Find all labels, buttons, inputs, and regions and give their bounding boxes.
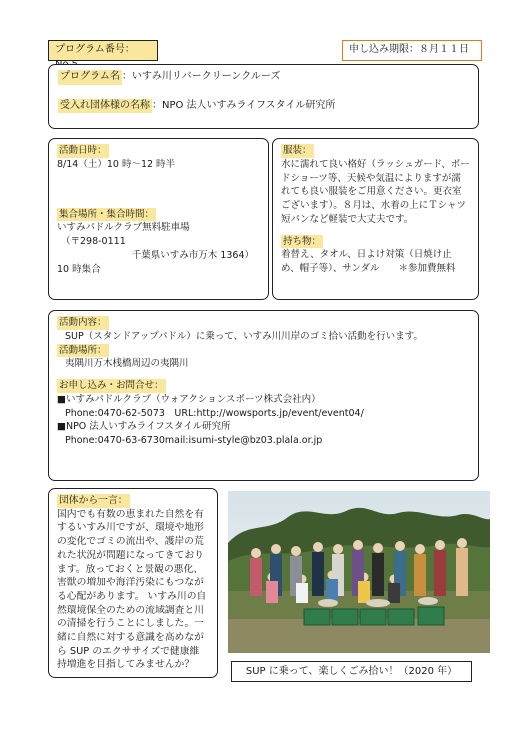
contact2-detail: Phone:0470-63-6730mail:isumi-style@bz03.plala.or.jp [65,435,323,447]
activity-place-label: 活動場所： [59,344,107,356]
meeting-place: いすみパドルクラブ無料駐車場 [57,222,190,234]
program-number: プログラム番号： [55,44,135,55]
message-box [48,488,218,678]
schedule-box [48,138,269,300]
activity-content-text: SUP（スタンドアップパドル）に乗って、いすみ川川岸のゴミ拾い活動を行います。 [65,330,423,342]
items-label: 持ち物： [283,235,322,247]
group-name-label: 受入れ団体様の名称 [58,99,152,114]
group-name-value: ：NPO 法人いすみライフスタイル研究所 [152,99,336,111]
meeting-postal: （〒298-0111 [61,236,126,248]
message-label: 団体から一言： [59,495,128,506]
clothing-text: 水に濡れて良い格好（ラッシュガード、ボードショーツ等、天候や気温によりますが濡れても良い服装をご用意ください。更衣室ございます）。８月は、水着の上にＴシャツ短パンなど軽装で大丈夫です。 [281,158,470,225]
meeting-address: 千葉県いすみ市万木 1364） [131,249,254,261]
deadline-tag [342,40,482,61]
activity-box [48,310,479,481]
clothing-box [272,138,479,300]
program-info-box [48,64,479,129]
clothing-label: 服装： [283,145,312,156]
meeting-label: 集合場所・集合時間： [59,208,155,220]
contact2-name: ■NPO 法人いすみライフスタイル研究所 [57,421,231,433]
group-photo [228,491,490,653]
items-text: 着替え、タオル、日よけ対策（日焼け止め、帽子等）、サンダル ＊参加費無料 [281,249,456,275]
contact1-detail: Phone:0470-62-5073 URL:http://wowsports.jp/event/event04/ [65,407,364,419]
contact-label: お申し込み・お問合せ： [59,380,164,392]
activity-place-text: 夷隅川万木桟橋周辺の夷隅川 [65,358,189,370]
datetime-value: 8/14（土）10 時～12 時半 [57,158,176,170]
program-number-tag [48,40,158,61]
datetime-label: 活動日時： [59,145,107,156]
message-text: 国内でも有数の恵まれた自然を有するいすみ川ですが、環境や地形の変化でゴミの流出や、護岸の荒れた状況が問題になってきております。放っておくと景観の悪化、害獣の増加や海洋汚染にもつながる心配があります。 いすみ川の自然環境保全のための流域調査と川の清掃を行うことにしました。一緒に自然に対する意識を高めながら SUP のエクササイズで健康維持増進を目指してみませんか？ [57,508,207,671]
meeting-time: 10 時集合 [57,263,101,275]
program-name-value: ：いすみ川リバークリーンクルーズ [121,71,281,82]
photo-caption: SUP に乗って、楽しくごみ拾い！（2020 年） [231,661,472,682]
activity-content-label: 活動内容： [59,317,107,328]
contact1-name: ■いすみパドルクラブ（ウォアクションスポーツ株式会社内） [57,393,321,405]
deadline: 申し込み期限：８月１１日 [349,44,469,55]
program-name-label: プログラム名 [58,70,122,85]
